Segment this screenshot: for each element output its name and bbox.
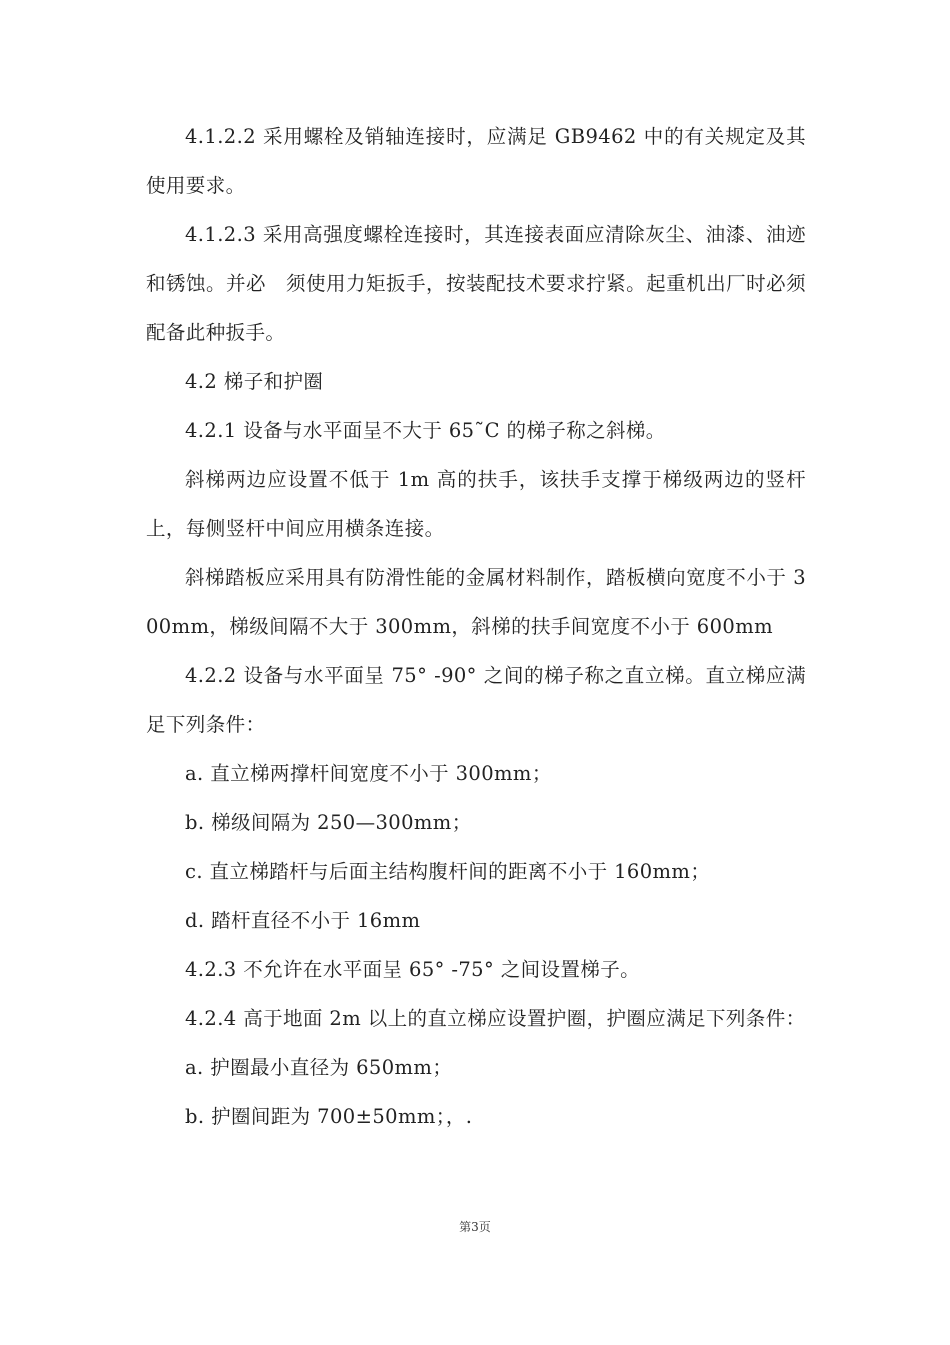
list-item-c: c. 直立梯踏杆与后面主结构腹杆间的距离不小于 160mm；: [185, 860, 711, 883]
paragraph-4-2-3: 4.2.3 不允许在水平面呈 65° -75° 之间设置梯子。: [185, 958, 641, 981]
paragraph-4-1-2-3: 4.1.2.3 采用高强度螺栓连接时，其连接表面应清除灰尘、油漆、油迹和锈蚀。并必 须使用力矩扳手，按装配技术要求拧紧。起重机出厂时必须配备此种扳手。: [146, 223, 806, 344]
list-item-b: b. 梯级间隔为 250—300mm；: [185, 811, 472, 834]
list-item-d: d. 踏杆直径不小于 16mm: [185, 909, 421, 932]
paragraph-4-1-2-2: 4.1.2.2 采用螺栓及销轴连接时，应满足 GB9462 中的有关规定及其使用要求。: [146, 125, 806, 197]
paragraph-tread: 斜梯踏板应采用具有防滑性能的金属材料制作，踏板横向宽度不小于 300mm，梯级间隔不大于 300mm，斜梯的扶手间宽度不小于 600mm: [146, 566, 806, 638]
page-number: 第3页: [459, 1220, 491, 1234]
list-item-guard-b: b. 护圈间距为 700±50mm；，.: [185, 1105, 473, 1128]
paragraph-4-2-1: 4.2.1 设备与水平面呈不大于 65˜C 的梯子称之斜梯。: [185, 419, 666, 442]
document-body: [146, 112, 806, 1141]
paragraph-handrail: 斜梯两边应设置不低于 1m 高的扶手，该扶手支撑于梯级两边的竖杆上，每侧竖杆中间应用横条连接。: [146, 468, 806, 540]
list-item-a: a. 直立梯两撑杆间宽度不小于 300mm；: [185, 762, 552, 785]
section-heading-4-2: 4.2 梯子和护圈: [185, 370, 324, 393]
paragraph-4-2-4: 4.2.4 高于地面 2m 以上的直立梯应设置护圈，护圈应满足下列条件：: [185, 1007, 806, 1030]
list-item-guard-a: a. 护圈最小直径为 650mm；: [185, 1056, 453, 1079]
paragraph-4-2-2: 4.2.2 设备与水平面呈 75° -90° 之间的梯子称之直立梯。直立梯应满足下列条件：: [146, 664, 806, 736]
